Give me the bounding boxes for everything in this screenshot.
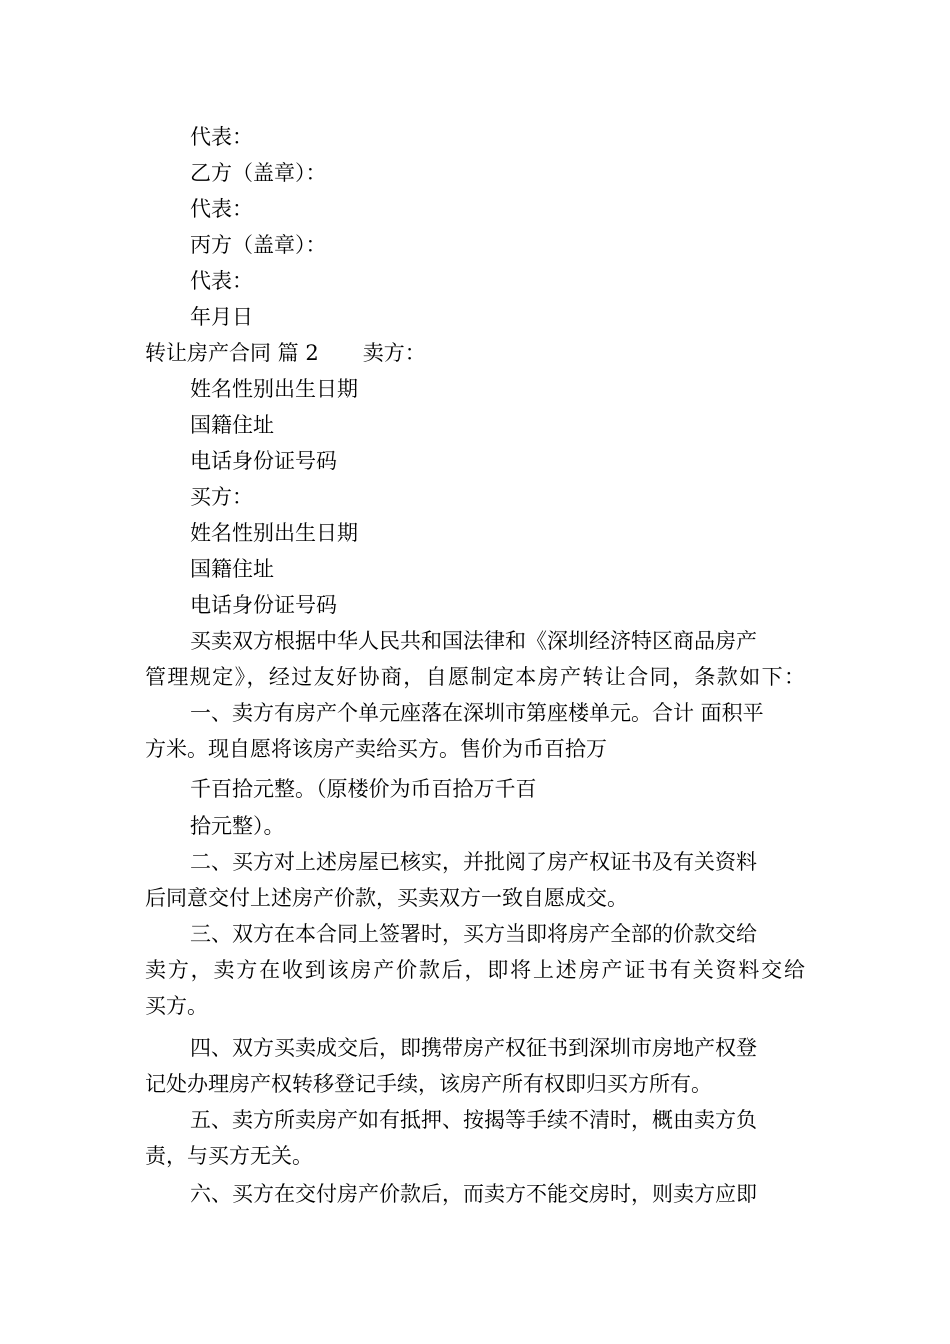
buyer-info-row: 电话身份证号码 [190,593,337,617]
clause-3-line: 三、双方在本合同上签署时，买方当即将房产全部的价款交给 [190,922,757,946]
intro-paragraph-line: 管理规定》，经过友好协商，自愿制定本房产转让合同，条款如下： [145,665,805,689]
clause-5-line: 责，与买方无关。 [145,1144,313,1168]
section-heading [145,335,426,371]
representative-label: 代表： [190,125,253,149]
date-line: 年月日 [190,305,253,329]
clause-1-line: 千百拾元整。（原楼价为币百拾万千百 [190,777,537,801]
seller-info-row: 国籍住址 [190,413,274,437]
representative-label: 代表： [190,269,253,293]
clause-3-line: 买方。 [145,994,208,1018]
party-c-seal: 丙方（盖章）： [190,233,327,257]
clause-3-line: 卖方，卖方在收到该房产价款后，即将上述房产证书有关资料交给 [145,958,805,982]
intro-paragraph-line: 买卖双方根据中华人民共和国法律和《深圳经济特区商品房产 [190,629,757,653]
clause-2-line: 二、买方对上述房屋已核实，并批阅了房产权证书及有关资料 [190,850,757,874]
buyer-label: 买方： [190,485,253,509]
clause-1-line: 方米。现自愿将该房产卖给买方。售价为币百拾万 [145,737,607,761]
clause-2-line: 后同意交付上述房产价款，买卖双方一致自愿成交。 [145,886,628,910]
party-b-seal: 乙方（盖章）： [190,161,327,185]
clause-6-line: 六、买方在交付房产价款后，而卖方不能交房时，则卖方应即 [190,1182,757,1206]
seller-info-row: 电话身份证号码 [190,449,337,473]
representative-label: 代表： [190,197,253,221]
clause-1-line: 一、卖方有房产个单元座落在深圳市第座楼单元。合计 面积平 [190,701,764,725]
seller-label: 卖方： [362,341,426,365]
clause-1-line: 拾元整）。 [190,814,285,838]
seller-info-row: 姓名性别出生日期 [190,377,358,401]
buyer-info-row: 国籍住址 [190,557,274,581]
clause-5-line: 五、卖方所卖房产如有抵押、按揭等手续不清时，概由卖方负 [190,1108,757,1132]
buyer-info-row: 姓名性别出生日期 [190,521,358,545]
contract-title: 转让房产合同 篇 2 [145,341,319,365]
clause-4-line: 四、双方买卖成交后，即携带房产权征书到深圳市房地产权登 [190,1036,757,1060]
clause-4-line: 记处办理房产权转移登记手续，该房产所有权即归买方所有。 [145,1072,712,1096]
